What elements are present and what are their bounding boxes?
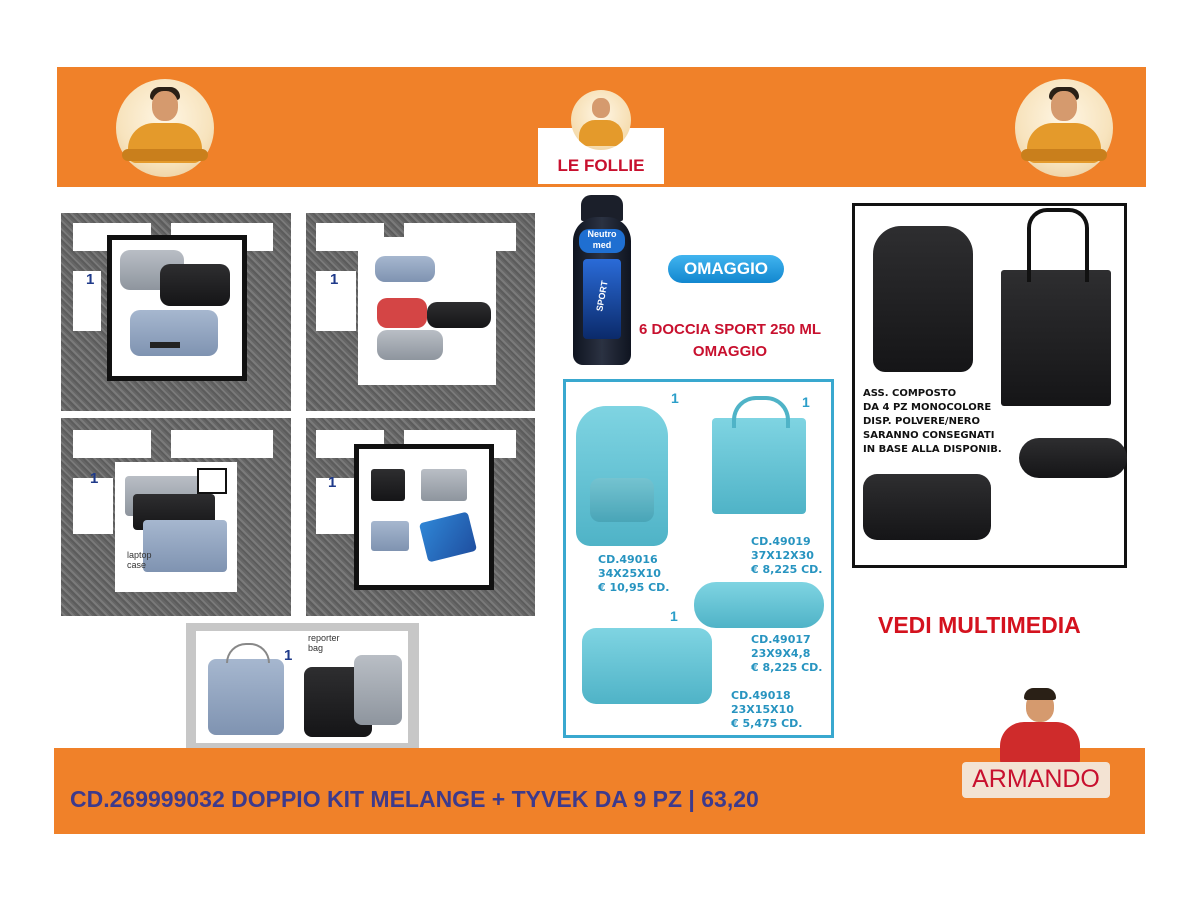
assortment-note-line4: SARANNO CONSEGNATI [863, 430, 995, 441]
product-tile-pencil-cases [306, 213, 535, 411]
tile-quantity: 1 [90, 470, 99, 487]
tyvek-qty-tote: 1 [802, 394, 810, 410]
armando-mascot [988, 688, 1092, 768]
tyvek-backpack [576, 406, 668, 546]
tyvek-tote [712, 418, 806, 514]
omaggio-badge: OMAGGIO [668, 255, 784, 283]
offer-summary: CD.269999032 DOPPIO KIT MELANGE + TYVEK DA 9 PZ | 63,20 [70, 786, 759, 812]
product-tile-toiletry-bags [61, 213, 291, 411]
brand-logo-title: LE FOLLIE [557, 156, 645, 175]
assortment-note-line1: ASS. COMPOSTO [863, 388, 957, 399]
gift-description-line2: OMAGGIO [692, 343, 768, 360]
assortment-note-line3: DISP. POLVERE/NERO [863, 416, 980, 427]
assortment-note-line2: DA 4 PZ MONOCOLORE [863, 402, 992, 413]
tyvek-spec-backpack: CD.49016 34X25X10 € 10,95 CD. [598, 553, 670, 594]
tyvek-pencil-case [694, 582, 824, 628]
product-tile-wallets [306, 418, 535, 616]
product-photo-frame [115, 462, 237, 592]
product-tile-drawstring-bags [186, 623, 419, 748]
shower-gel-bottle [573, 195, 631, 365]
tyvek-spec-washbag: CD.49018 23X15X10 € 5,475 CD. [731, 689, 803, 730]
tile-quantity: 1 [284, 647, 293, 664]
armando-label: ARMANDO [972, 765, 1100, 793]
mascot-portrait-right [1015, 79, 1113, 177]
bottle-product-label: SPORT [594, 279, 610, 313]
product-tile-laptop-cases [61, 418, 291, 616]
tyvek-products-box [563, 379, 834, 738]
tile-quantity: 1 [328, 474, 337, 491]
tile-quantity: 1 [86, 271, 95, 288]
black-backpack [873, 226, 973, 372]
product-photo-frame [354, 444, 494, 590]
tyvek-wash-bag [582, 628, 712, 704]
vedi-multimedia-link[interactable]: VEDI MULTIMEDIA [878, 612, 1081, 638]
black-assortment-box [852, 203, 1127, 568]
black-pencil-case [1019, 438, 1127, 478]
gift-description-line1: 6 DOCCIA SPORT 250 ML [639, 321, 821, 338]
bottle-brand-label: Neutro med [579, 229, 625, 253]
black-wash-bag [863, 474, 991, 540]
tyvek-qty-washbag: 1 [670, 608, 678, 624]
black-tote [1001, 270, 1111, 406]
product-photo-frame [358, 237, 496, 385]
tile-quantity: 1 [330, 271, 339, 288]
assortment-note-line5: IN BASE ALLA DISPONIB. [863, 444, 1002, 455]
tyvek-spec-pencil-case: CD.49017 23X9X4,8 € 8,225 CD. [751, 633, 823, 674]
tyvek-spec-tote: CD.49019 37X12X30 € 8,225 CD. [751, 535, 823, 576]
product-photo-frame [107, 235, 247, 381]
mascot-portrait-left [116, 79, 214, 177]
tyvek-qty-backpack: 1 [671, 390, 679, 406]
laptop-case-caption: laptop case [127, 550, 152, 570]
brand-logo-mascot [571, 90, 631, 150]
reporter-bag-caption: reporter bag [308, 633, 340, 653]
